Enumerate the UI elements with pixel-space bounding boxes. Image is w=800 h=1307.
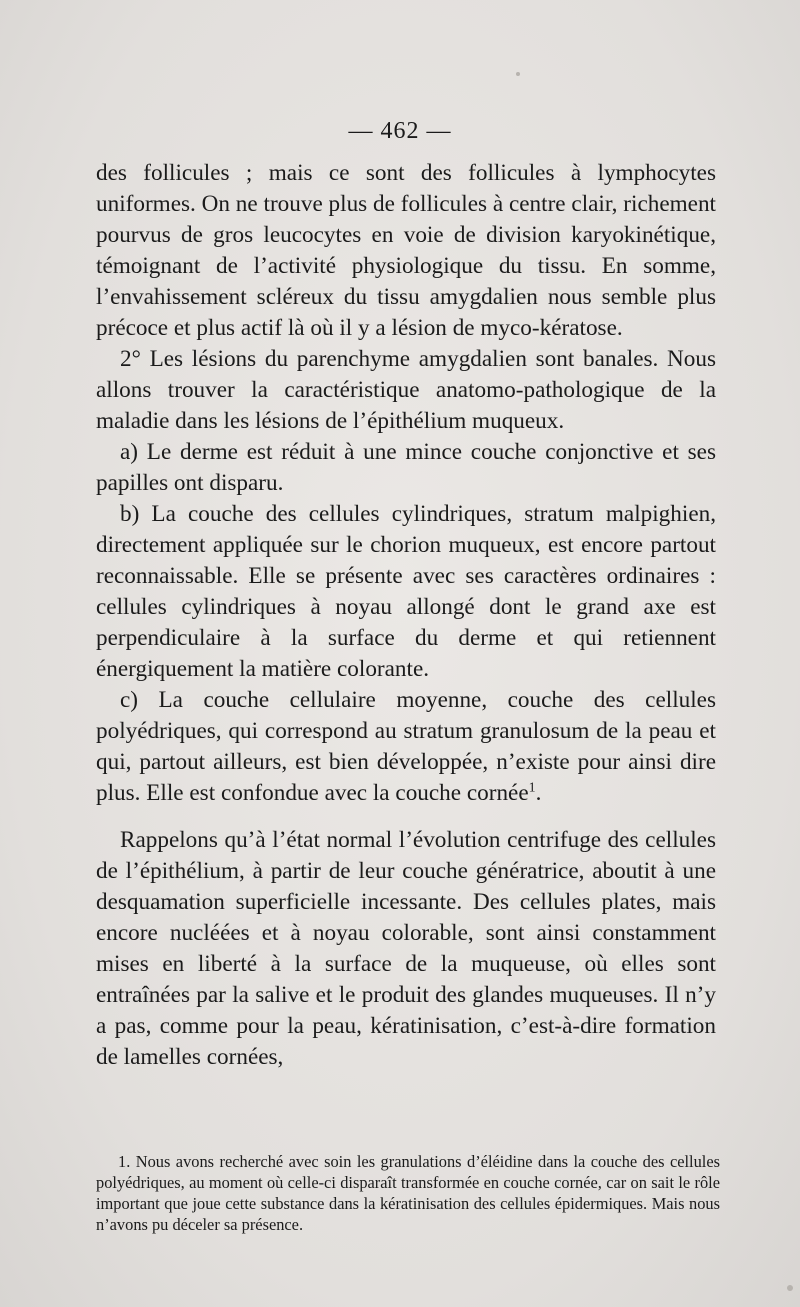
paragraph: a) Le derme est réduit à une mince couche conjonctive et ses papilles ont disparu. <box>96 439 716 496</box>
paragraph-text: c) La couche cellulaire moyenne, couche des cellules polyédriques, qui correspond au stratum granulosum de la peau et qui, partout ailleurs, est bien développée, n’existe pour ainsi dire plus. Elle est confondue avec la couche cornée <box>96 687 716 806</box>
main-text <box>96 158 716 1073</box>
paragraph: Rappelons qu’à l’état normal l’évolution centrifuge des cellules de l’épithélium, à partir de leur couche génératrice, aboutit à une desquamation superficielle incessante. Des cellules plates, mais encore nucléées et à noyau colorable, sont ainsi constamment mises en liberté à la surface de la muqueuse, où elles sont entraînées par la salive et le produit des glandes muqueuses. Il n’y a pas, comme pour la peau, kératinisation, c’est-à-dire formation de lamelles cornées, <box>96 827 716 1070</box>
paper-speck <box>516 72 520 76</box>
page-number: — 462 — <box>348 118 452 144</box>
footnote <box>96 1151 720 1235</box>
footnote-reference[interactable]: 1 <box>528 780 536 796</box>
paragraph: b) La couche des cellules cylindriques, stratum malpighien, directement appliquée sur le chorion muqueux, est encore partout reconnaissable. Elle se présente avec ses caractères ordinaires : cellules cylindriques à noyau allongé dont le grand axe est perpendiculaire à la surface du derme et qui retiennent énergiquement la matière colorante. <box>96 501 716 682</box>
paragraph: des follicules ; mais ce sont des follicules à lymphocytes uniformes. On ne trouve plus de follicules à centre clair, richement pourvus de gros leucocytes en voie de division karyokinétique, témoignant de l’activité physiologique du tissu. En somme, l’envahissement scléreux du tissu amygdalien nous semble plus précoce et plus actif là où il y a lésion de myco-kératose. <box>96 160 716 341</box>
paper-speck <box>787 1285 793 1291</box>
paragraph-end-punctuation: . <box>535 780 542 806</box>
paragraph <box>96 685 716 809</box>
footnote-text: 1. Nous avons recherché avec soin les granulations d’éléidine dans la couche des cellules polyédriques, au moment où celle-ci disparaît transformée en couche cornée, car on sait le rôle important que joue cette substance dans la kératinisation des cellules épidermiques. Mais nous n’avons pu déceler sa présence. <box>96 1152 720 1234</box>
paragraph: 2° Les lésions du parenchyme amygdalien sont banales. Nous allons trouver la caractéristique anatomo-pathologique de la maladie dans les lésions de l’épithélium muqueux. <box>96 346 716 434</box>
